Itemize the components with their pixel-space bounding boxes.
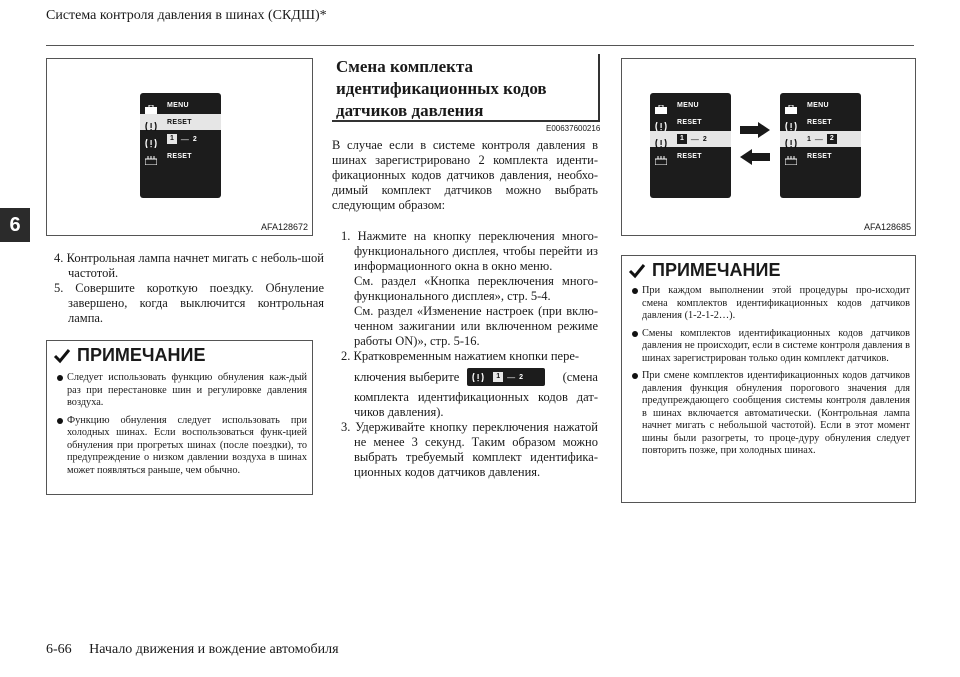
note-item: Функцию обнуления следует использовать при холодных шинах. Если воспользоваться функ-цией обнуления при прогретых шинах (после поездки), то предупреждение о низком давлении воздуха в шинах может появляться раньше, чем обычно. [55, 415, 307, 478]
note-title [53, 345, 205, 366]
menu-row [140, 97, 221, 113]
step-1: 1. Нажмите на кнопку переключения много-функционального дисплея, чтобы перейти из информационного окна в окно меню. [341, 229, 598, 273]
steps [332, 229, 598, 480]
service-icon [785, 152, 797, 161]
note-title [628, 260, 780, 281]
tire-pressure-icon [145, 135, 157, 144]
step-2-line-1: 2. Кратковременным нажатием кнопки пере- [341, 349, 580, 363]
service-icon [145, 152, 157, 161]
sensor-set-1: 1 [807, 135, 811, 143]
section-title-line: Смена комплекта [336, 57, 474, 76]
note-box-left [46, 340, 313, 495]
menu-row [650, 97, 731, 113]
tire-pressure-icon [145, 118, 157, 127]
arrow-right-icon [740, 122, 770, 138]
section-title-line: датчиков давления [336, 101, 484, 120]
display-screen [140, 93, 221, 198]
section-code: E00637600216 [546, 124, 601, 133]
figure-label: AFA128672 [260, 222, 308, 232]
reset-row [140, 114, 221, 130]
section-title [336, 56, 547, 122]
chapter-tab: 6 [0, 208, 30, 242]
reset-label: RESET [677, 118, 702, 126]
note-item: Следует использовать функцию обнуления каж-дый раз при перестановке шин и регулировке давления воздуха. [55, 372, 307, 410]
menu-label: MENU [807, 101, 829, 109]
arrow-left-icon [740, 149, 770, 165]
step-1-ref-b: См. раздел «Изменение настроек (при вклю-ченном зажигании или включенном режиме работы ON)», стр. 5-16. [354, 304, 598, 348]
step-2-line-3: комплекта идентификационных кодов дат-чиков давления). [354, 390, 598, 419]
toolbox-icon [145, 101, 157, 110]
check-icon [628, 263, 646, 279]
menu-label: MENU [167, 101, 189, 109]
sensor-set-2: 2 [827, 134, 837, 144]
inline-pill-2: 2 [519, 373, 524, 381]
tire-pressure-icon [655, 135, 667, 144]
sensor-set-2: 2 [702, 135, 707, 143]
note-title-text: ПРИМЕЧАНИЕ [77, 345, 206, 365]
sensor-set-row [140, 131, 221, 147]
separator-dash: — [814, 134, 823, 144]
reset-label: RESET [167, 118, 192, 126]
sensor-set-2: 2 [192, 135, 197, 143]
service-reset-row [780, 148, 861, 164]
intro-paragraph: В случае если в системе контроля давления в шинах зарегистрировано 2 комплекта иденти-фикационных кодов датчиков давления, необхо-димый комплект датчиков можно выбрать следующим образом: [332, 138, 598, 212]
tire-pressure-icon [785, 118, 797, 127]
sensor-set-row [650, 131, 731, 147]
toolbox-icon [785, 101, 797, 110]
note-item: При смене комплектов идентификационных кодов датчиков давления функция обнуления порогового значения для предупреждающего сообщения системы контроля давления в шинах включается автоматически. (Контрольная лампа начнет мигать с небольшой частотой). Если в этот момент шины были разогреты, то проце-дуру обнуления следует повторить позже, при холодных шинах. [630, 370, 910, 458]
figure-2 [621, 58, 916, 236]
reset-row [780, 114, 861, 130]
inline-pill-1: 1 [493, 372, 503, 382]
step-5: 5. Совершите короткую поездку. Обнуление завершено, когда выключится контрольная лампа. [54, 281, 324, 325]
page-header: Система контроля давления в шинах (СКДШ)* [46, 8, 327, 23]
figure-label: AFA128685 [863, 222, 911, 232]
step-2-text-a: ключения выберите [354, 369, 460, 384]
note-item: При каждом выполнении этой процедуры про-исходит смена комплектов идентификационных кодов датчиков давления (1-2-1-2…). [630, 285, 910, 323]
section-title-box [332, 54, 600, 122]
menu-label: MENU [677, 101, 699, 109]
tire-pressure-icon [472, 373, 484, 382]
reset-label: RESET [807, 118, 832, 126]
tire-pressure-icon [785, 135, 797, 144]
page-number: 6-66 [46, 642, 72, 657]
header-rule [46, 45, 914, 46]
sensor-set-row [780, 131, 861, 147]
reset-label: RESET [677, 152, 702, 160]
note-list [630, 285, 910, 463]
note-item: Смены комплектов идентификационных кодов датчиков давления не происходит, если в системе контроля давления в шинах зарегистрирован только один комплект датчиков. [630, 328, 910, 366]
footer-title: Начало движения и вождение автомобиля [89, 642, 339, 657]
note-box-right [621, 255, 916, 503]
toolbox-icon [655, 101, 667, 110]
step-2-text-b: (смена [562, 369, 598, 384]
separator-dash: — [180, 134, 189, 144]
inline-sensor-set-icon [467, 368, 545, 386]
service-reset-row [650, 148, 731, 164]
reset-label: RESET [807, 152, 832, 160]
step-3: 3. Удерживайте кнопку переключения нажатой не менее 3 секунд. Таким образом можно выбрать требуемый комплект идентифика-ционных кодов датчиков давления. [341, 420, 598, 479]
check-icon [53, 348, 71, 364]
note-title-text: ПРИМЕЧАНИЕ [652, 260, 781, 280]
service-icon [655, 152, 667, 161]
section-title-line: идентификационных кодов [336, 79, 547, 98]
separator-dash: — [690, 134, 699, 144]
step-4: 4. Контрольная лампа начнет мигать с неболь-шой частотой. [54, 251, 324, 280]
sensor-set-1: 1 [677, 134, 687, 144]
reset-label: RESET [167, 152, 192, 160]
step-2-line-2 [332, 364, 598, 390]
display-screen-after [780, 93, 861, 198]
menu-row [780, 97, 861, 113]
figure-1 [46, 58, 313, 236]
step-1-ref-a: См. раздел «Кнопка переключения много-функционального дисплея», стр. 5-4. [354, 274, 598, 303]
reset-row [650, 114, 731, 130]
sensor-set-1: 1 [167, 134, 177, 144]
service-reset-row [140, 148, 221, 164]
separator-dash: — [507, 372, 516, 382]
note-list [55, 372, 307, 482]
page-footer [46, 642, 339, 658]
display-screen-before [650, 93, 731, 198]
tire-pressure-icon [655, 118, 667, 127]
